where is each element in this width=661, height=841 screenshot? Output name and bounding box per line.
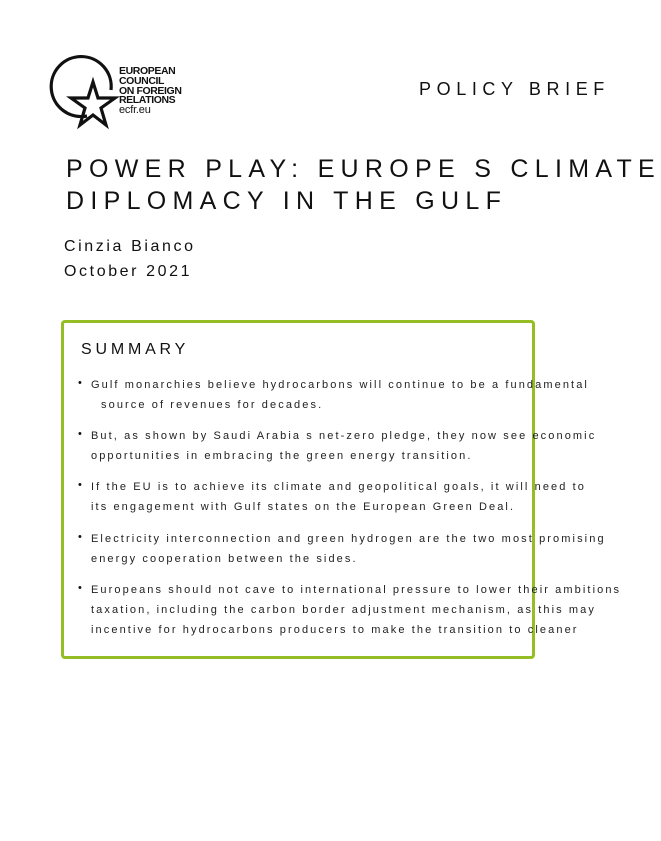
page-title (66, 153, 661, 217)
star-circle-logo-icon (53, 58, 117, 130)
logo-line: EUROPEAN (119, 65, 176, 77)
author-name: Cinzia Bianco (64, 238, 196, 255)
bullet-line: But, as shown by Saudi Arabia s net-zero pledge, they now see economic (91, 430, 597, 442)
bullet-line: Electricity interconnection and green hydrogen are the two most promising (91, 533, 606, 545)
bullet-line: its engagement with Gulf states on the European Green Deal. (91, 501, 516, 513)
logo-url: ecfr.eu (119, 104, 151, 117)
doc-type-label: POLICY BRIEF (419, 79, 610, 99)
bullet-line: Europeans should not cave to international pressure to lower their ambitions (91, 584, 622, 596)
bullet-icon: • (78, 582, 82, 594)
logo-wordmark (119, 67, 182, 116)
bullet-line: energy cooperation between the sides. (91, 553, 358, 565)
bullet-line: opportunities in embracing the green energy transition. (91, 450, 473, 462)
bullet-line: If the EU is to achieve its climate and geopolitical goals, it will need to (91, 481, 587, 493)
publication-date: October 2021 (64, 263, 193, 280)
bullet-icon: • (78, 479, 82, 491)
bullet-line: source of revenues for decades. (101, 399, 324, 411)
bullet-line: incentive for hydrocarbons producers to make the transition to cleaner (91, 624, 579, 636)
summary-heading: SUMMARY (81, 341, 190, 358)
bullet-line: Gulf monarchies believe hydrocarbons will continue to be a fundamental (91, 379, 589, 391)
bullet-line: taxation, including the carbon border adjustment mechanism, as this may (91, 604, 596, 616)
title-line: POWER PLAY: EUROPE S CLIMATE (66, 155, 661, 183)
bullet-icon: • (78, 428, 82, 440)
logo-line: RELATIONS (119, 94, 176, 107)
ecfr-logo (53, 58, 198, 130)
bullet-icon: • (78, 531, 82, 543)
logo-line: ON FOREIGN (119, 84, 182, 97)
title-line: DIPLOMACY IN THE GULF (66, 187, 508, 215)
bullet-icon: • (78, 377, 82, 389)
logo-line: COUNCIL (119, 74, 165, 87)
